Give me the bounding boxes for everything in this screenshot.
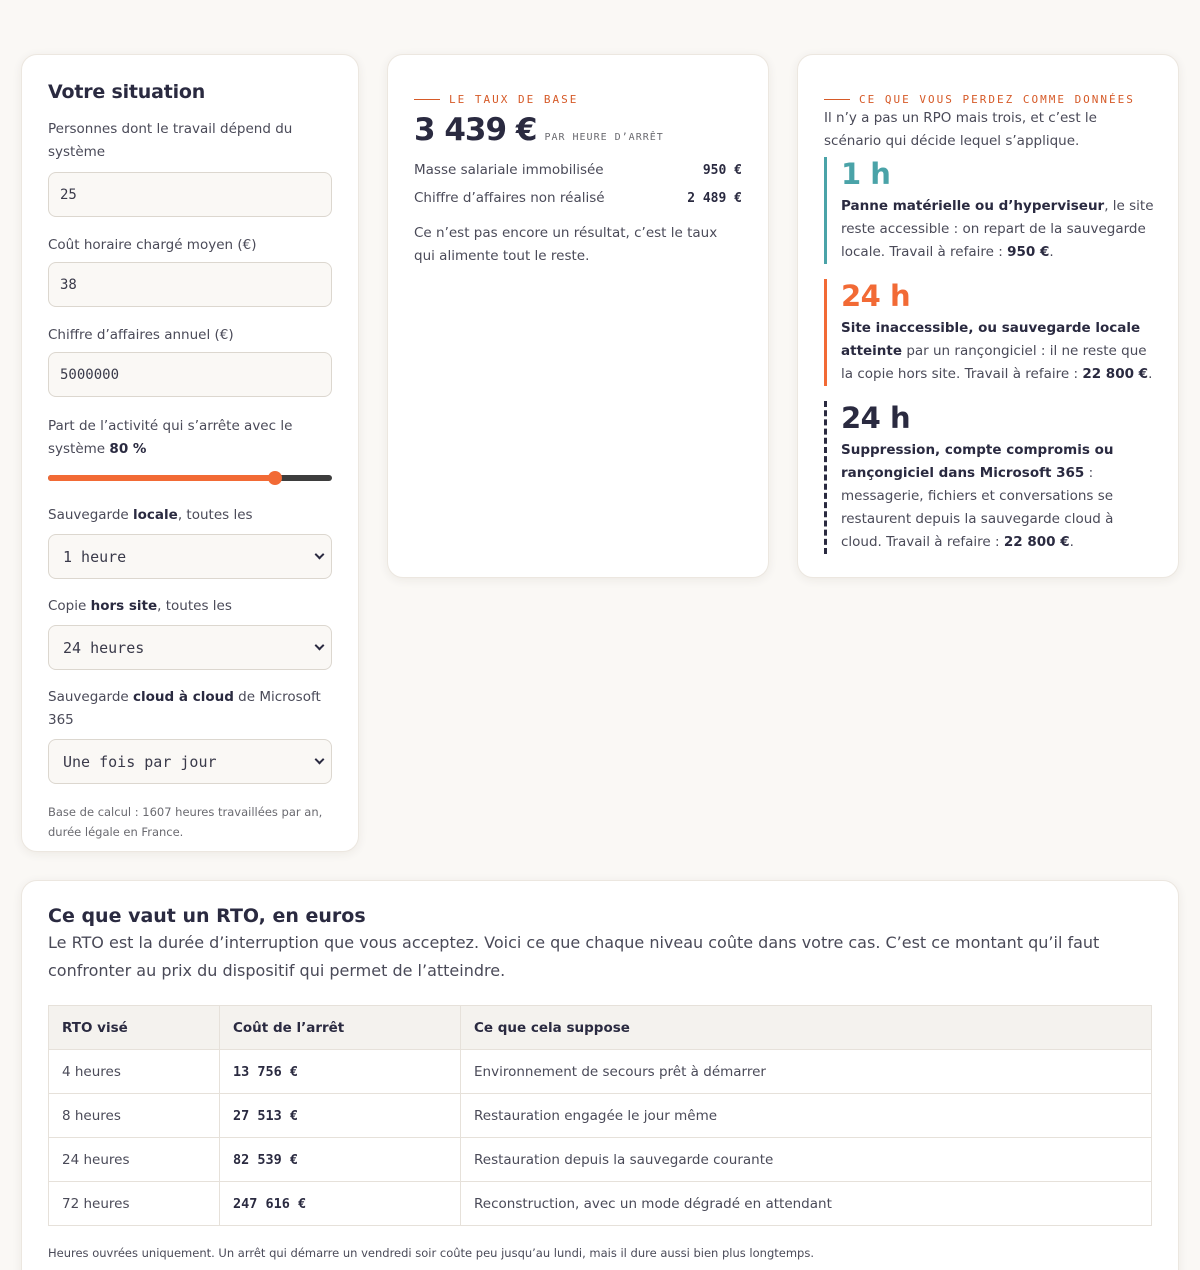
revenue-input[interactable]: 5000000 [48, 352, 332, 397]
cloud-label-post: de Microsoft 365 [48, 689, 321, 728]
scenario-bold: Suppression, compte compromis ou rançongiciel dans Microsoft 365 [841, 442, 1114, 481]
base-row-label: Masse salariale immobilisée [414, 162, 604, 178]
loss-intro: Il n’y a pas un RPO mais trois, et c’est le scénario qui décide lequel s’applique. [824, 110, 1097, 149]
scenario-desc: , le site reste accessible : on repart de la sauvegarde locale. Travail à refaire : [841, 198, 1154, 260]
cloud-select[interactable] [48, 739, 332, 784]
data-loss-card [797, 54, 1179, 578]
rto-cost: 247 616 € [220, 1182, 461, 1226]
rto-target: 4 heures [49, 1050, 220, 1094]
situation-title: Votre situation [48, 81, 206, 103]
scenario-amount: 950 € [1007, 244, 1050, 260]
rto-footnote: Heures ouvrées uniquement. Un arrêt qui démarre un vendredi soir coûte peu jusqu’au lundi, mais il dure aussi bien plus longtemps. [48, 1246, 814, 1260]
base-unit: PAR HEURE D’ARRÊT [544, 132, 664, 143]
base-row-value: 950 € [702, 162, 742, 178]
rto-cost: 27 513 € [220, 1094, 461, 1138]
scenario-amount: 22 800 € [1082, 366, 1149, 382]
scenario-end: . [1148, 366, 1153, 382]
rto-means: Reconstruction, avec un mode dégradé en attendant [461, 1182, 1152, 1226]
rto-title: Ce que vaut un RTO, en euros [48, 905, 366, 927]
scenario-site [824, 279, 1154, 386]
hourly-cost-label: Coût horaire chargé moyen (€) [48, 237, 257, 253]
activity-share-fill [48, 475, 275, 481]
revenue-label: Chiffre d’affaires annuel (€) [48, 327, 234, 343]
loss-kicker-text: CE QUE VOUS PERDEZ COMME DONNÉES [859, 93, 1135, 106]
dash-icon [824, 99, 850, 101]
base-row-salary [414, 156, 742, 184]
rto-target: 72 heures [49, 1182, 220, 1226]
cloud-label-pre: Sauvegarde [48, 689, 134, 705]
base-row-label: Chiffre d’affaires non réalisé [414, 190, 605, 206]
activity-share-label [48, 415, 298, 461]
loss-kicker [824, 93, 1152, 106]
activity-share-value: 80 % [109, 441, 147, 457]
activity-share-text: Part de l’activité qui s’arrête avec le système [48, 418, 293, 457]
rto-header-row [49, 1006, 1152, 1050]
base-row-revenue [414, 184, 742, 212]
scenario-bold: Panne matérielle ou d’hyperviseur [841, 198, 1105, 214]
base-kicker-text: LE TAUX DE BASE [449, 93, 579, 106]
table-row [49, 1182, 1152, 1226]
offsite-label [48, 595, 332, 618]
scenario-end: . [1069, 534, 1074, 550]
rto-header-target: RTO visé [49, 1006, 220, 1050]
table-row [49, 1050, 1152, 1094]
persons-input[interactable]: 25 [48, 172, 332, 217]
rto-means: Restauration depuis la sauvegarde courante [461, 1138, 1152, 1182]
offsite-label-post: , toutes les [157, 598, 232, 614]
offsite-label-bold: hors site [90, 598, 158, 614]
hourly-cost-input[interactable]: 38 [48, 262, 332, 307]
local-backup-label-pre: Sauvegarde [48, 507, 134, 523]
table-row [49, 1138, 1152, 1182]
situation-card [21, 54, 359, 852]
chevron-down-icon [315, 550, 325, 560]
base-note: Ce n’est pas encore un résultat, c’est le taux qui alimente tout le reste. [414, 225, 718, 264]
rto-card [21, 880, 1179, 1270]
base-value: 3 439 € [414, 112, 537, 148]
scenario-rpo: 1 h [841, 157, 891, 191]
rto-cost: 13 756 € [220, 1050, 461, 1094]
scenario-m365 [824, 401, 1154, 554]
rto-cost: 82 539 € [220, 1138, 461, 1182]
cloud-label-bold: cloud à cloud [133, 689, 234, 705]
rto-means: Environnement de secours prêt à démarrer [461, 1050, 1152, 1094]
scenario-amount: 22 800 € [1003, 534, 1070, 550]
rto-header-cost: Coût de l’arrêt [220, 1006, 461, 1050]
local-backup-selected: 1 heure [63, 547, 127, 566]
scenario-bar [824, 279, 827, 386]
local-backup-label-post: , toutes les [177, 507, 253, 523]
offsite-selected: 24 heures [63, 638, 145, 657]
scenario-bold: Site inaccessible, ou sauvegarde locale atteinte [841, 320, 1141, 359]
scenario-text [841, 195, 1154, 264]
base-row-value: 2 489 € [687, 190, 742, 206]
local-backup-label [48, 504, 332, 527]
table-row [49, 1094, 1152, 1138]
persons-label: Personnes dont le travail dépend du système [48, 121, 293, 160]
scenario-text [841, 439, 1154, 554]
cloud-selected: Une fois par jour [63, 752, 217, 771]
scenario-end: . [1049, 244, 1054, 260]
chevron-down-icon [315, 641, 325, 651]
scenario-bar [824, 157, 827, 264]
rto-target: 24 heures [49, 1138, 220, 1182]
local-backup-label-bold: locale [133, 507, 178, 523]
activity-share-slider[interactable] [48, 475, 332, 481]
scenario-bar [824, 401, 827, 554]
rto-header-means: Ce que cela suppose [461, 1006, 1152, 1050]
offsite-select[interactable] [48, 625, 332, 670]
dash-icon [414, 99, 440, 101]
scenario-hardware [824, 157, 1154, 264]
cloud-label [48, 686, 332, 732]
scenario-text [841, 317, 1154, 386]
base-rate-card [387, 54, 769, 578]
base-breakdown [414, 156, 742, 212]
chevron-down-icon [315, 755, 325, 765]
offsite-label-pre: Copie [48, 598, 91, 614]
base-kicker [414, 93, 742, 106]
activity-share-thumb[interactable] [268, 471, 282, 485]
scenario-desc: : messagerie, fichiers et conversations se restaurent depuis la sauvegarde cloud à cloud. Travail à refaire : [841, 465, 1114, 550]
scenario-desc: par un rançongiciel : il ne reste que la copie hors site. Travail à refaire : [841, 343, 1147, 382]
scenario-rpo: 24 h [841, 401, 911, 435]
local-backup-select[interactable] [48, 534, 332, 579]
rto-target: 8 heures [49, 1094, 220, 1138]
scenario-rpo: 24 h [841, 279, 911, 313]
rto-table [48, 1005, 1152, 1226]
base-value-row [414, 112, 742, 148]
rto-intro: Le RTO est la durée d’interruption que vous acceptez. Voici ce que chaque niveau coûte dans votre cas. C’est ce montant qu’il faut confronter au prix du dispositif qui permet de l’atteindre. [48, 933, 1100, 980]
rto-means: Restauration engagée le jour même [461, 1094, 1152, 1138]
calc-footnote: Base de calcul : 1607 heures travaillées par an, durée légale en France. [48, 805, 323, 839]
